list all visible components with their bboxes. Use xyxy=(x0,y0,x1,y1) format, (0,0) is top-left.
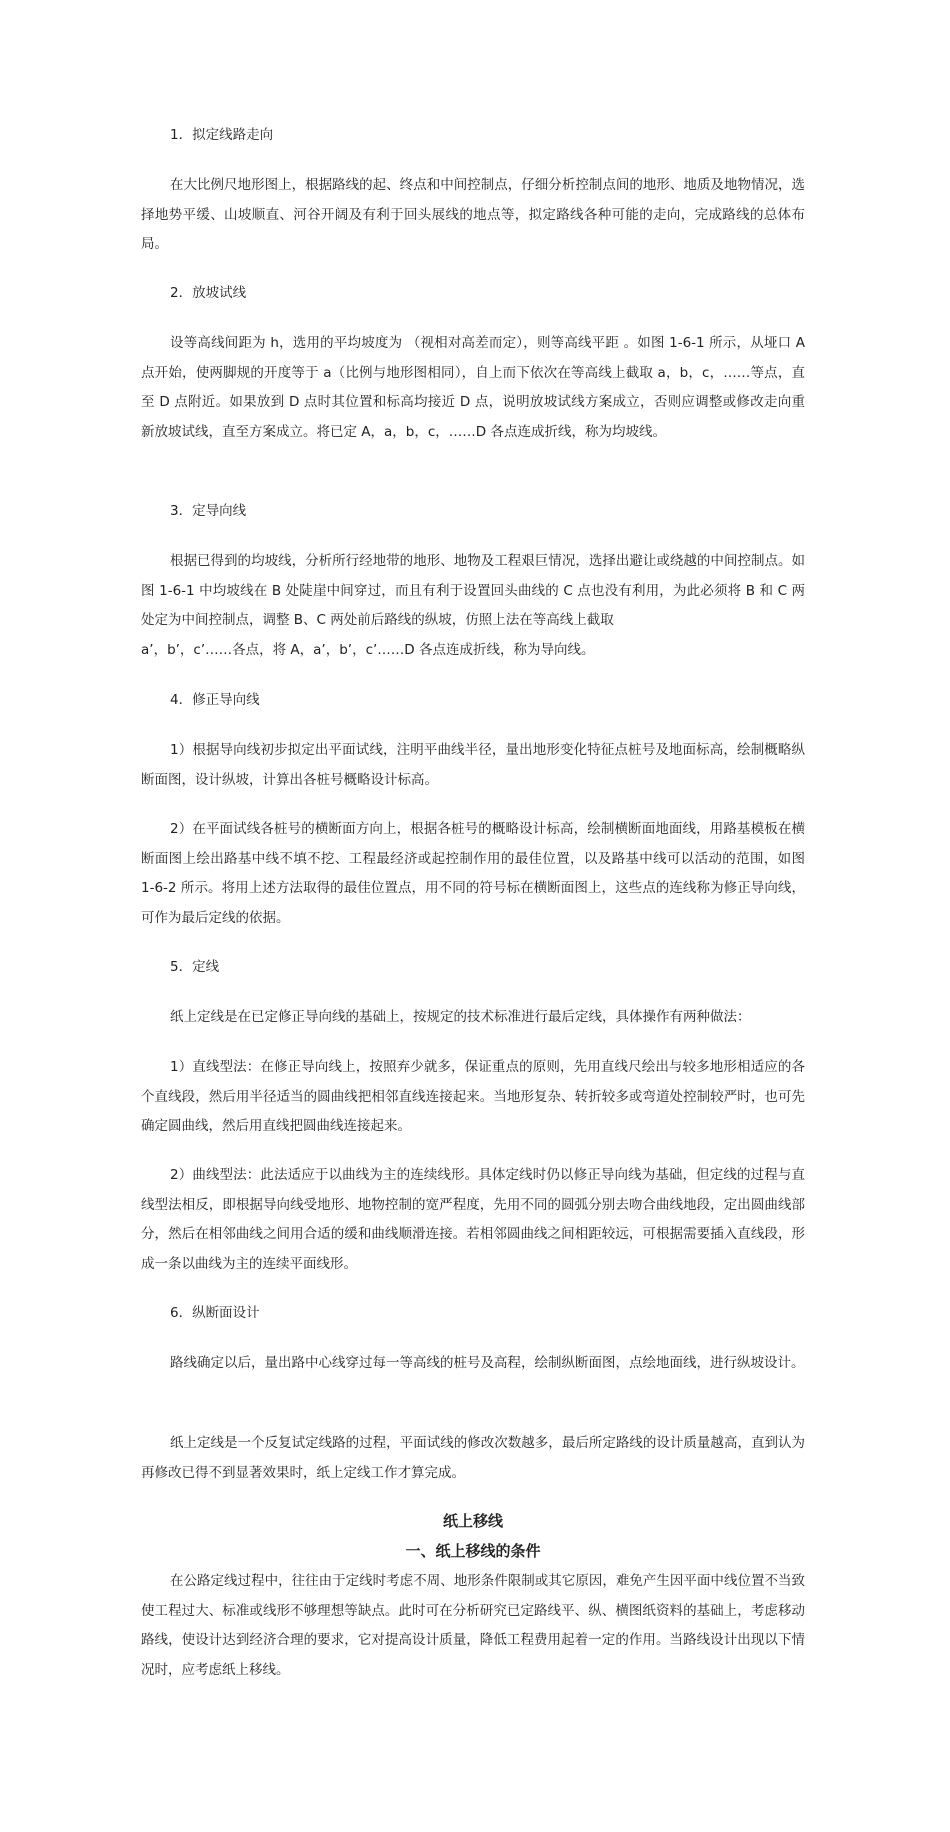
section-2-paragraph: 设等高线间距为 h，选用的平均坡度为 （视相对高差而定），则等高线平距 。如图 1-6-1 所示，从垭口 A 点开始，使两脚规的开度等于 a（比例与地形图相同），自上而下依次在等高线上截取 a，b，c，……等点，直至 D 点附近。如果放到 D 点时其位置和标高均接近 D 点，说明放坡试线方案成立，否则应调整或修改走向重新放坡试线，直至方案成立。将已定 A，a，b，c，……D 各点连成折线，称为均坡线。 xyxy=(141,335,805,440)
relocation-subtitle: 一、纸上移线的条件 xyxy=(405,1542,541,1560)
section-5-heading: 5．定线 xyxy=(170,959,220,975)
section-3-paragraph: 根据已得到的均坡线，分析所行经地带的地形、地物及工程艰巨情况，选择出避让或绕越的中间控制点。如图 1-6-1 中均坡线在 B 处陡崖中间穿过，而且有利于设置回头曲线的 C 点也没有利用，为此必须将 B 和 C 两处定为中间控制点，调整 B、C 两处前后路线的纵坡，仿照上法在等高线上截取 xyxy=(141,553,805,628)
section-4-paragraph-1: 1）根据导向线初步拟定出平面试线，注明平曲线半径，量出地形变化特征点桩号及地面标高，绘制概略纵断面图，设计纵坡，计算出各桩号概略设计标高。 xyxy=(141,742,805,788)
relocation-paragraph: 在公路定线过程中，往往由于定线时考虑不周、地形条件限制或其它原因，难免产生因平面中线位置不当致使工程过大、标准或线形不够理想等缺点。此时可在分析研究已定路线平、纵、横图纸资料的基础上，考虑移动路线，使设计达到经济合理的要求，它对提高设计质量，降低工程费用起着一定的作用。当路线设计出现以下情况时，应考虑纸上移线。 xyxy=(141,1573,805,1678)
section-1-heading: 1．拟定线路走向 xyxy=(170,127,274,143)
section-5-paragraph-1: 纸上定线是在已定修正导向线的基础上，按规定的技术标准进行最后定线，具体操作有两种做法： xyxy=(170,1009,751,1025)
section-6-heading: 6．纵断面设计 xyxy=(170,1305,260,1321)
section-3-paragraph-tail: a’，b’，c’……各点，将 A，a’，b’，c’……D 各点连成折线，称为导向线。 xyxy=(141,642,595,658)
section-6-paragraph-2: 纸上定线是一个反复试定线路的过程，平面试线的修改次数越多，最后所定路线的设计质量越高，直到认为再修改已得不到显著效果时，纸上定线工作才算完成。 xyxy=(141,1435,805,1481)
section-1-paragraph: 在大比例尺地形图上，根据路线的起、终点和中间控制点，仔细分析控制点间的地形、地质及地物情况，选择地势平缓、山坡顺直、河谷开阔及有利于回头展线的地点等，拟定路线各种可能的走向，完成路线的总体布局。 xyxy=(141,177,805,252)
section-3-heading: 3．定导向线 xyxy=(170,503,247,519)
section-5-paragraph-3: 2）曲线型法：此法适应于以曲线为主的连续线形。具体定线时仍以修正导向线为基础，但定线的过程与直线型法相反，即根据导向线受地形、地物控制的宽严程度，先用不同的圆弧分别去吻合曲线地段，定出圆曲线部分，然后在相邻曲线之间用合适的缓和曲线顺滑连接。若相邻圆曲线之间相距较远，可根据需要插入直线段，形成一条以曲线为主的连续平面线形。 xyxy=(141,1167,805,1272)
section-5-paragraph-2: 1）直线型法：在修正导向线上，按照弃少就多，保证重点的原则，先用直线尺绘出与较多地形相适应的各个直线段，然后用半径适当的圆曲线把相邻直线连接起来。当地形复杂、转折较多或弯道处控制较严时，也可先确定圆曲线，然后用直线把圆曲线连接起来。 xyxy=(141,1059,805,1134)
section-4-heading: 4．修正导向线 xyxy=(170,692,260,708)
section-4-paragraph-2: 2）在平面试线各桩号的横断面方向上，根据各桩号的概略设计标高，绘制横断面地面线，用路基模板在横断面图上绘出路基中线不填不挖、工程最经济或起控制作用的最佳位置，以及路基中线可以活动的范围，如图 1-6-2 所示。将用上述方法取得的最佳位置点，用不同的符号标在横断面图上，这些点的连线称为修正导向线，可作为最后定线的依据。 xyxy=(141,821,805,926)
relocation-title: 纸上移线 xyxy=(442,1512,503,1530)
section-2-heading: 2．放坡试线 xyxy=(170,285,247,301)
section-6-paragraph-1: 路线确定以后，量出路中心线穿过每一等高线的桩号及高程，绘制纵断面图，点绘地面线，进行纵坡设计。 xyxy=(170,1355,805,1371)
